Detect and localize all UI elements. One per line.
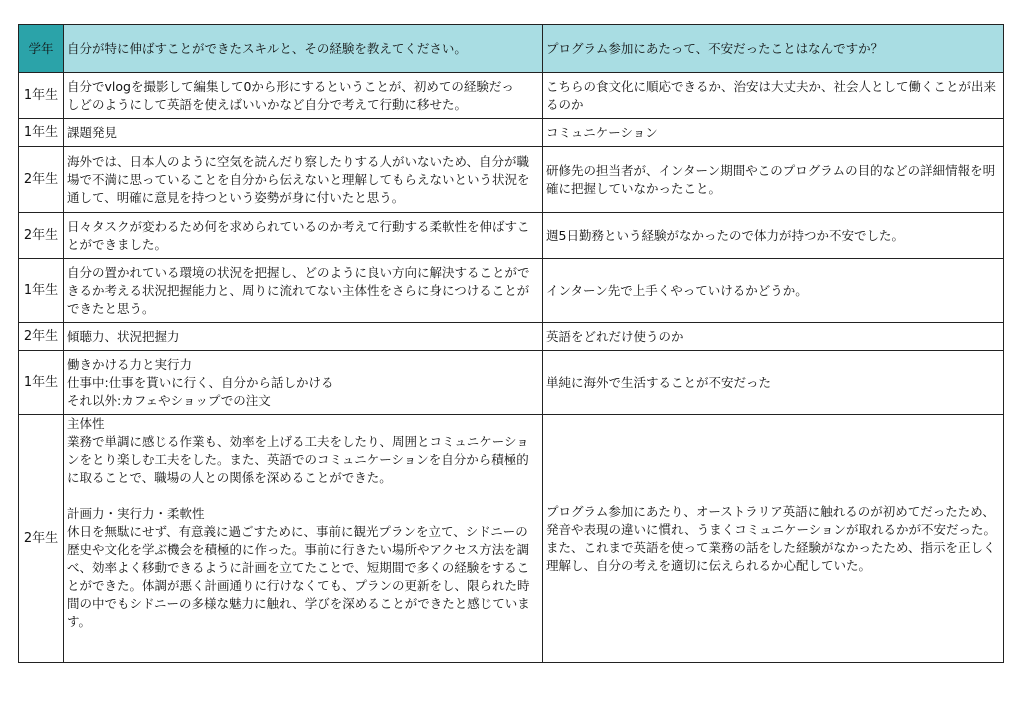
anxiety-text: プログラム参加にあたり、オーストラリア英語に触れるのが初めてだったため、発音や表現の違いに慣れ、うまくコミュニケーションが取れるかが不安だった。また、これまで英語を使って業務の話をした経験がなかったため、指示を正しく理解し、自分の考えを適切に伝えられるか心配していた。: [546, 503, 997, 573]
anxiety-text: 週5日勤務という経験がなかったので体力が持つか不安でした。: [546, 227, 904, 243]
anxiety-text: インターン先で上手くやっていけるかどうか。: [546, 282, 808, 298]
grade-cell: 1年生: [19, 73, 64, 119]
anxiety-cell: [543, 323, 1004, 351]
grade-cell: 2年生: [19, 213, 64, 259]
skill-text: 働きかける力と実行力 仕事中:仕事を貰いに行く、自分から話しかける それ以外:カフェやショップでの注文: [67, 356, 334, 408]
grade-cell: 2年生: [19, 323, 64, 351]
skill-text: 日々タスクが変わるため何を求められているのか考えて行動する柔軟性を伸ばすことができました。: [67, 218, 530, 252]
anxiety-cell: [543, 73, 1004, 119]
table-row: [19, 323, 1004, 351]
skill-text: 海外では、日本人のように空気を読んだり察したりする人がいないため、自分が職場で不満に思っていることを自分から伝えないと理解してもらえないという状況を通して、明確に意見を持つという姿勢が身に付いたと思う。: [67, 153, 530, 205]
grade-header: 学年: [19, 25, 64, 73]
skill-text: 自分の置かれている環境の状況を把握し、どのように良い方向に解決することができるか考える状況把握能力と、周りに流れてない主体性をさらに身につけることができたと思う。: [67, 264, 530, 316]
survey-table: [18, 24, 1004, 663]
skill-cell: [64, 323, 543, 351]
skill-text: 自分でvlogを撮影して編集して0から形にするということが、初めての経験だっ しどのようにして英語を使えばいいかなど自分で考えて行動に移せた。: [67, 78, 514, 112]
anxiety-cell: [543, 415, 1004, 663]
table-row: [19, 73, 1004, 119]
skill-cell: [64, 415, 543, 663]
header-row: [19, 25, 1004, 73]
skill-cell: [64, 259, 543, 323]
skill-cell: [64, 147, 543, 213]
table-row: [19, 259, 1004, 323]
anxiety-cell: [543, 119, 1004, 147]
skill-cell: [64, 351, 543, 415]
anxiety-header: プログラム参加にあたって、不安だったことはなんですか？: [543, 25, 1004, 73]
table-row: [19, 147, 1004, 213]
grade-cell: 2年生: [19, 415, 64, 663]
skill-cell: [64, 119, 543, 147]
table-row: [19, 351, 1004, 415]
table-row: [19, 415, 1004, 663]
anxiety-cell: [543, 259, 1004, 323]
grade-cell: 1年生: [19, 351, 64, 415]
skill-text: 主体性 業務で単調に感じる作業も、効率を上げる工夫をしたり、周囲とコミュニケーションをとり楽しむ工夫をした。また、英語でのコミュニケーションを自分から積極的に取ることで、職場の人との関係を深めることができた。 計画力・実行力・柔軟性 休日を無駄にせず、有意義に過ごすために、事前に観光プランを立て、シドニーの歴史や文化を学ぶ機会を積極的に作った。事前に行きたい場所やアクセス方法を調べ、効率よく移動できるように計画を立てたことで、短期間で多くの経験をすることができた。体調が悪く計画通りに行けなくても、プランの更新をし、限られた時間の中でもシドニーの多様な魅力に触れ、学びを深めることができたと感じています。: [67, 416, 530, 629]
anxiety-text: こちらの食文化に順応できるか、治安は大丈夫か、社会人として働くことが出来るのか: [546, 78, 997, 112]
skill-cell: [64, 73, 543, 119]
skill-cell: [64, 213, 543, 259]
skill-header: 自分が特に伸ばすことができたスキルと、その経験を教えてください。: [64, 25, 543, 73]
table-row: [19, 213, 1004, 259]
skill-text: 傾聴力、状況把握力: [67, 328, 180, 344]
anxiety-text: 単純に海外で生活することが不安だった: [546, 374, 772, 390]
table-row: [19, 119, 1004, 147]
grade-cell: 2年生: [19, 147, 64, 213]
anxiety-text: 研修先の担当者が、インターン期間やこのプログラムの目的などの詳細情報を明確に把握していなかったこと。: [546, 162, 996, 196]
anxiety-cell: [543, 147, 1004, 213]
grade-cell: 1年生: [19, 259, 64, 323]
anxiety-text: 英語をどれだけ使うのか: [546, 328, 684, 344]
grade-cell: 1年生: [19, 119, 64, 147]
anxiety-text: コミュニケーション: [546, 124, 658, 140]
survey-sheet: [18, 24, 1003, 663]
anxiety-cell: [543, 351, 1004, 415]
skill-text: 課題発見: [67, 124, 118, 140]
anxiety-cell: [543, 213, 1004, 259]
